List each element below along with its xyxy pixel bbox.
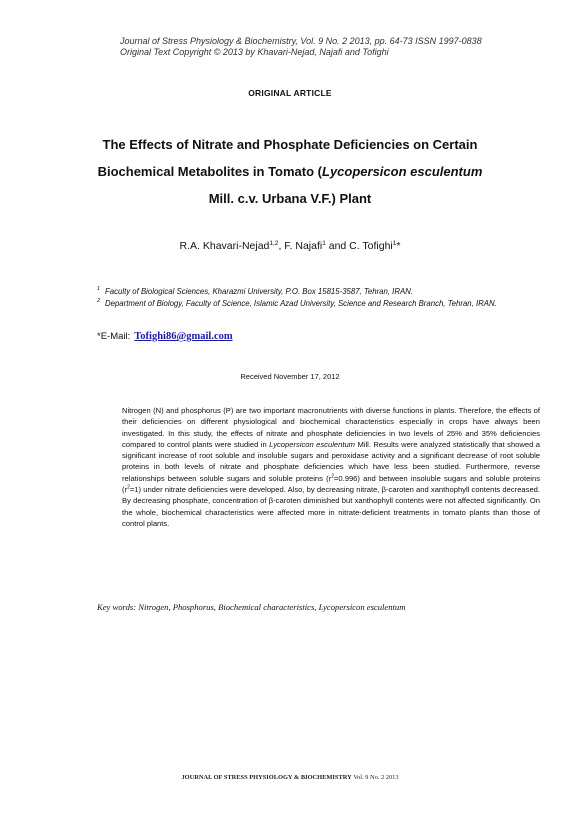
article-type: ORIGINAL ARTICLE (248, 88, 332, 98)
email-label: *E-Mail: (97, 331, 131, 342)
title-line-2 (80, 158, 500, 185)
affiliation-2-number: 2 (97, 297, 101, 304)
affiliation-2 (97, 298, 537, 310)
author-2-affil: 1 (322, 240, 326, 247)
title-line-2-text: Biochemical Metabolites in Tomato ( (97, 164, 322, 179)
paper-title (80, 131, 500, 212)
abstract (122, 405, 540, 529)
journal-citation: Journal of Stress Physiology & Biochemistry, Vol. 9 No. 2 2013, pp. 64-73 ISSN 1997-0838 (120, 36, 482, 46)
title-species: Lycopersicon esculentum (322, 164, 483, 179)
abstract-superscript-2: 2 (127, 484, 130, 491)
abstract-part-2: Mill. Results were analyzed statistically that showed a significant increase of root soluble and insoluble sugars and peroxidase activity and a significant decrease of root soluble proteins in both levels of nitrate and phosphate deficiencies which have less been studied. Furthermore, reverse relationships between soluble sugars and soluble proteins (r (122, 439, 540, 483)
copyright-line: Original Text Copyright © 2013 by Khavari-Nejad, Najafi and Tofighi (120, 47, 389, 57)
corresponding-star: * (396, 240, 401, 252)
affiliation-1 (97, 286, 537, 298)
author-3-affil: 1 (392, 240, 397, 247)
affiliation-2-text: Department of Biology, Faculty of Science, Islamic Azad University, Science and Research Branch, Tehran, IRAN. (105, 298, 497, 308)
affiliations (97, 286, 537, 309)
page-footer (0, 774, 580, 781)
abstract-part-4: =1) under nitrate deficiencies were developed. Also, by decreasing nitrate, β-caroten and xanthophyll contents decreased. By decreasing phosphate, concentration of β-caroten diminished but xanthophyll contents were not affected significantly. On the whole, biochemical characteristics were affected more in nitrate-deficient treatments in tomato plants than those of control plants. (122, 485, 540, 528)
title-line-1: The Effects of Nitrate and Phosphate Deficiencies on Certain (102, 137, 478, 152)
author-list (0, 240, 580, 252)
abstract-superscript-1: 2 (331, 473, 334, 480)
author-1-affil: 1,2 (269, 240, 279, 247)
abstract-part-1: Nitrogen (N) and phosphorus (P) are two important macronutrients with diverse functions in plants. Therefore, the effects of their deficiencies on different physiological and biochemical characteristics especially in crops have always been investigated. In this study, the effects of nitrate and phosphate deficiencies in two levels of 25% and 35% deficiencies compared to control plants were studied in (122, 406, 540, 449)
affiliation-1-text: Faculty of Biological Sciences, Kharazmi University, P.O. Box 15815-3587, Tehran, IRAN. (105, 287, 413, 296)
author-3: and C. Tofighi (325, 240, 393, 252)
abstract-species: Lycopersicon esculentum (269, 439, 355, 449)
affiliation-1-number: 1 (97, 286, 101, 292)
author-2: , F. Najafi (278, 240, 323, 252)
abstract-part-3: =0.996) and between insoluble sugars and soluble proteins (r (122, 473, 540, 495)
author-1: R.A. Khavari-Nejad (179, 240, 270, 252)
keywords: Key words: Nitrogen, Phosphorus, Biochemical characteristics, Lycopersicon esculentum (97, 602, 406, 612)
email-link[interactable]: Tofighi86@gmail.com (134, 331, 233, 342)
email-line (97, 331, 233, 342)
title-line-3: Mill. c.v. Urbana V.F.) Plant (208, 191, 372, 206)
journal-header (120, 36, 540, 58)
received-date: Received November 17, 2012 (240, 372, 340, 381)
footer-volume: Vol. 9 No. 2 2013 (351, 774, 399, 781)
footer-journal-name: JOURNAL OF STRESS PHYSIOLOGY & BIOCHEMISTRY (181, 774, 352, 781)
